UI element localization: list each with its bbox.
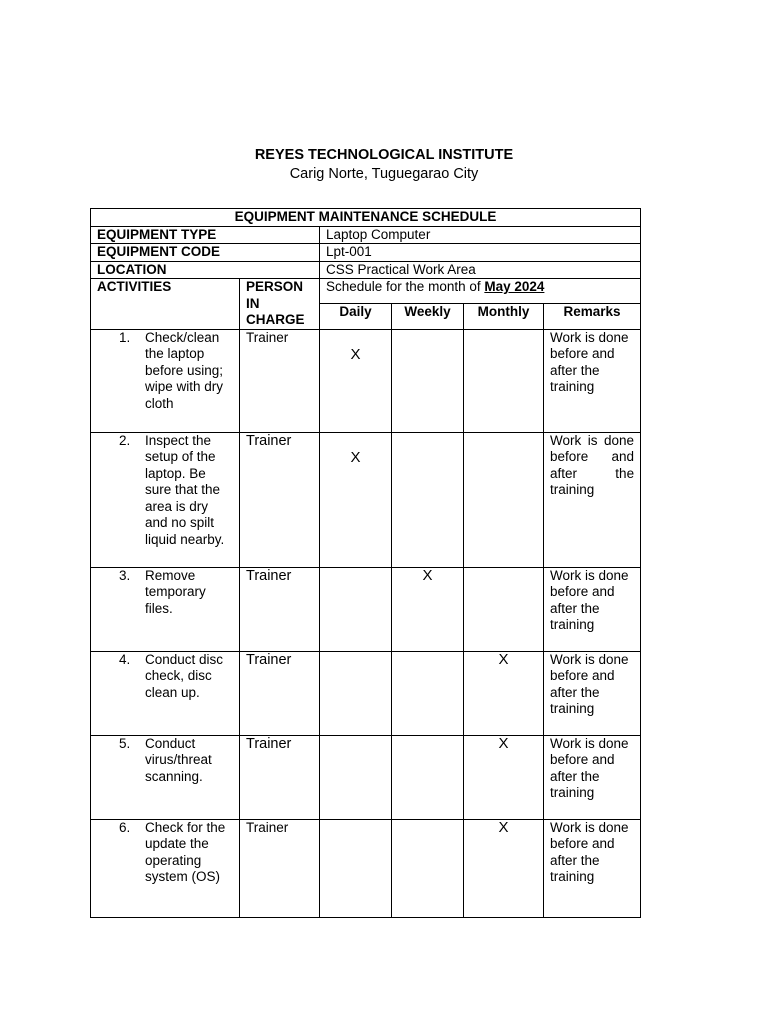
equipment-code-label: EQUIPMENT CODE: [91, 244, 320, 262]
activity-text: Check for the update the operating system (OS): [145, 819, 226, 884]
table-row: [91, 432, 641, 567]
activity-text: Conduct disc check, disc clean up.: [145, 651, 224, 700]
activity-cell: [91, 819, 240, 917]
activity-cell: [91, 432, 240, 567]
remarks-cell: Work is done before and after the training: [544, 329, 641, 432]
remarks-cell: Work is done before and after the training: [544, 735, 641, 819]
equipment-type-row: [91, 226, 641, 244]
activity-number: 5.: [119, 735, 131, 751]
monthly-mark: [464, 432, 544, 567]
activity-number: 3.: [119, 567, 131, 583]
activity-number: 4.: [119, 651, 131, 667]
location-value: CSS Practical Work Area: [320, 261, 641, 279]
equipment-code-value: Lpt-001: [320, 244, 641, 262]
remarks-cell: Work is done before and after the training: [544, 819, 641, 917]
weekly-mark: [392, 432, 464, 567]
activity-text: Inspect the setup of the laptop. Be sure that the area is dry and no spilt liquid nearby.: [145, 432, 225, 547]
activity-cell: [91, 567, 240, 651]
monthly-mark: X: [464, 735, 544, 819]
monthly-mark: X: [464, 819, 544, 917]
person-cell: Trainer: [240, 651, 320, 735]
activity-cell: [91, 329, 240, 432]
institute-name: REYES TECHNOLOGICAL INSTITUTE: [254, 147, 514, 163]
document-header: [0, 146, 768, 184]
daily-mark: X: [320, 432, 392, 567]
remarks-cell: Work is done before and after the training: [544, 567, 641, 651]
person-cell: Trainer: [240, 819, 320, 917]
daily-header: Daily: [320, 304, 392, 329]
person-in-charge-header: PERSON IN CHARGE: [240, 279, 320, 330]
activity-text: Check/clean the laptop before using; wipe with dry cloth: [145, 329, 224, 411]
person-cell: Trainer: [240, 432, 320, 567]
weekly-header: Weekly: [392, 304, 464, 329]
location-row: [91, 261, 641, 279]
remarks-cell: Work is done before and after the training: [544, 651, 641, 735]
activity-number: 6.: [119, 819, 131, 835]
person-cell: Trainer: [240, 735, 320, 819]
weekly-mark: X: [392, 567, 464, 651]
daily-mark: X: [320, 329, 392, 432]
daily-mark: [320, 819, 392, 917]
activity-text: Conduct virus/threat scanning.: [145, 735, 212, 784]
weekly-mark: [392, 735, 464, 819]
column-header-row-1: [91, 279, 641, 304]
monthly-mark: [464, 567, 544, 651]
activity-text: Remove temporary files.: [145, 567, 206, 616]
table-title-row: [91, 209, 641, 227]
monthly-mark: [464, 329, 544, 432]
schedule-month-prefix: Schedule for the month of: [326, 279, 485, 294]
table-row: [91, 651, 641, 735]
table-row: [91, 329, 641, 432]
location-label: LOCATION: [91, 261, 320, 279]
daily-mark: [320, 567, 392, 651]
activity-cell: [91, 735, 240, 819]
weekly-mark: [392, 819, 464, 917]
weekly-mark: [392, 329, 464, 432]
activity-number: 2.: [119, 432, 131, 448]
daily-mark: [320, 735, 392, 819]
table-row: [91, 819, 641, 917]
maintenance-schedule-table: [90, 208, 641, 918]
table-row: [91, 735, 641, 819]
remarks-header: Remarks: [544, 304, 641, 329]
equipment-code-row: [91, 244, 641, 262]
equipment-type-label: EQUIPMENT TYPE: [91, 226, 320, 244]
equipment-type-value: Laptop Computer: [320, 226, 641, 244]
table-row: [91, 567, 641, 651]
activity-number: 1.: [119, 329, 131, 345]
monthly-header: Monthly: [464, 304, 544, 329]
person-cell: Trainer: [240, 567, 320, 651]
schedule-month-value: May 2024: [484, 279, 545, 294]
monthly-mark: X: [464, 651, 544, 735]
schedule-title: EQUIPMENT MAINTENANCE SCHEDULE: [91, 209, 641, 227]
weekly-mark: [392, 651, 464, 735]
person-cell: Trainer: [240, 329, 320, 432]
activity-cell: [91, 651, 240, 735]
daily-mark: [320, 651, 392, 735]
institute-address: Carig Norte, Tuguegarao City: [289, 166, 479, 182]
schedule-month-header: [320, 279, 641, 304]
activities-header: ACTIVITIES: [91, 279, 240, 330]
remarks-cell: Work is done before and after the training: [544, 432, 641, 567]
